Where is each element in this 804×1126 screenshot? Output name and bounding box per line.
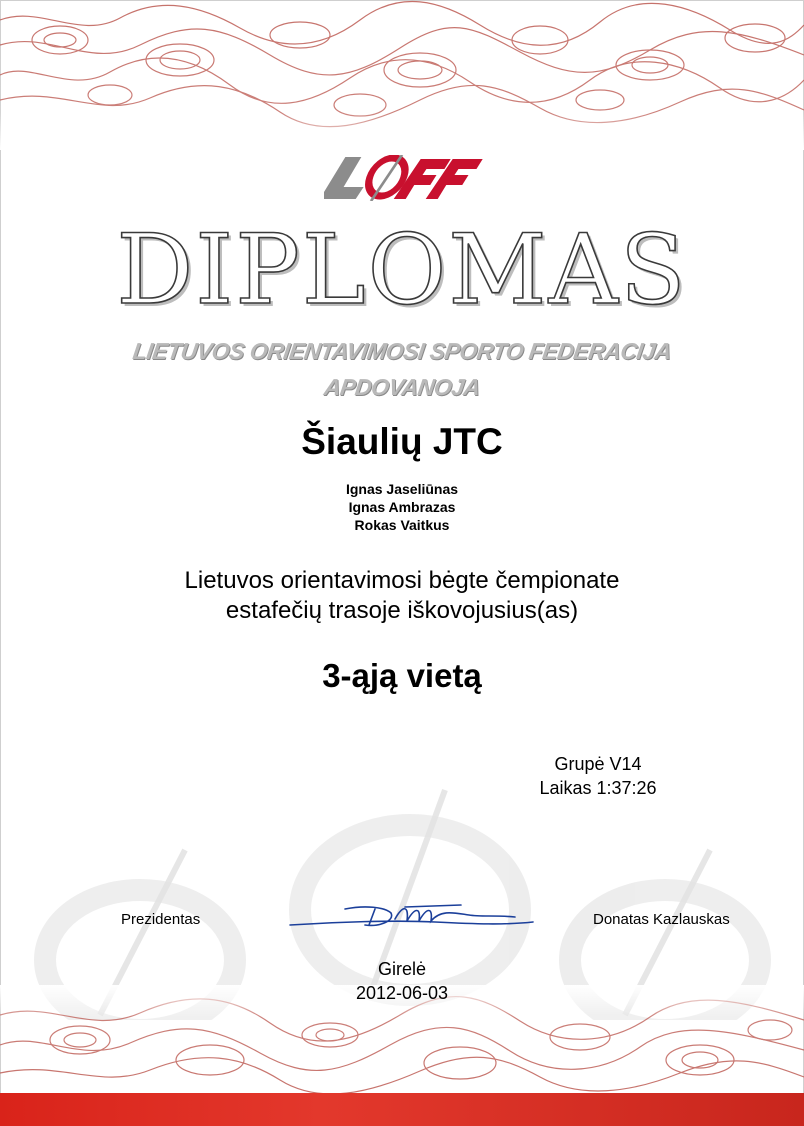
federation-name: LIETUVOS ORIENTAVIMOSI SPORTO FEDERACIJA [131, 338, 673, 364]
location: Girelė [377, 959, 426, 979]
team-member: Rokas Vaitkus [354, 517, 450, 533]
team-member: Ignas Jaseliūnas [345, 481, 459, 497]
decorative-contour-pattern-top [0, 0, 804, 150]
event-line-2: estafečių trasoje iškovojusius(as) [225, 597, 579, 624]
event-description [0, 566, 804, 626]
team-members [0, 480, 804, 534]
signatory-name: Donatas Kazlauskas [593, 911, 730, 928]
diploma-title: DIPLOMAS [116, 214, 688, 326]
team-name: Šiaulių JTC [301, 421, 503, 462]
signatory-role: Prezidentas [121, 911, 201, 928]
red-footer-band [0, 1093, 804, 1126]
location-and-date [0, 957, 804, 1005]
awarded-place: 3-ąją vietą [322, 657, 482, 694]
federation-awards: APDOVANOJA [322, 374, 482, 400]
date: 2012-06-03 [355, 983, 449, 1003]
event-line-1: Lietuvos orientavimosi bėgte čempionate [184, 567, 620, 594]
group-label: Grupė V14 [554, 754, 642, 774]
result-details [500, 752, 696, 800]
losf-logo [324, 155, 488, 201]
time-label: Laikas 1:37:26 [539, 778, 657, 798]
team-member: Ignas Ambrazas [348, 499, 456, 515]
handwritten-signature [285, 895, 537, 935]
